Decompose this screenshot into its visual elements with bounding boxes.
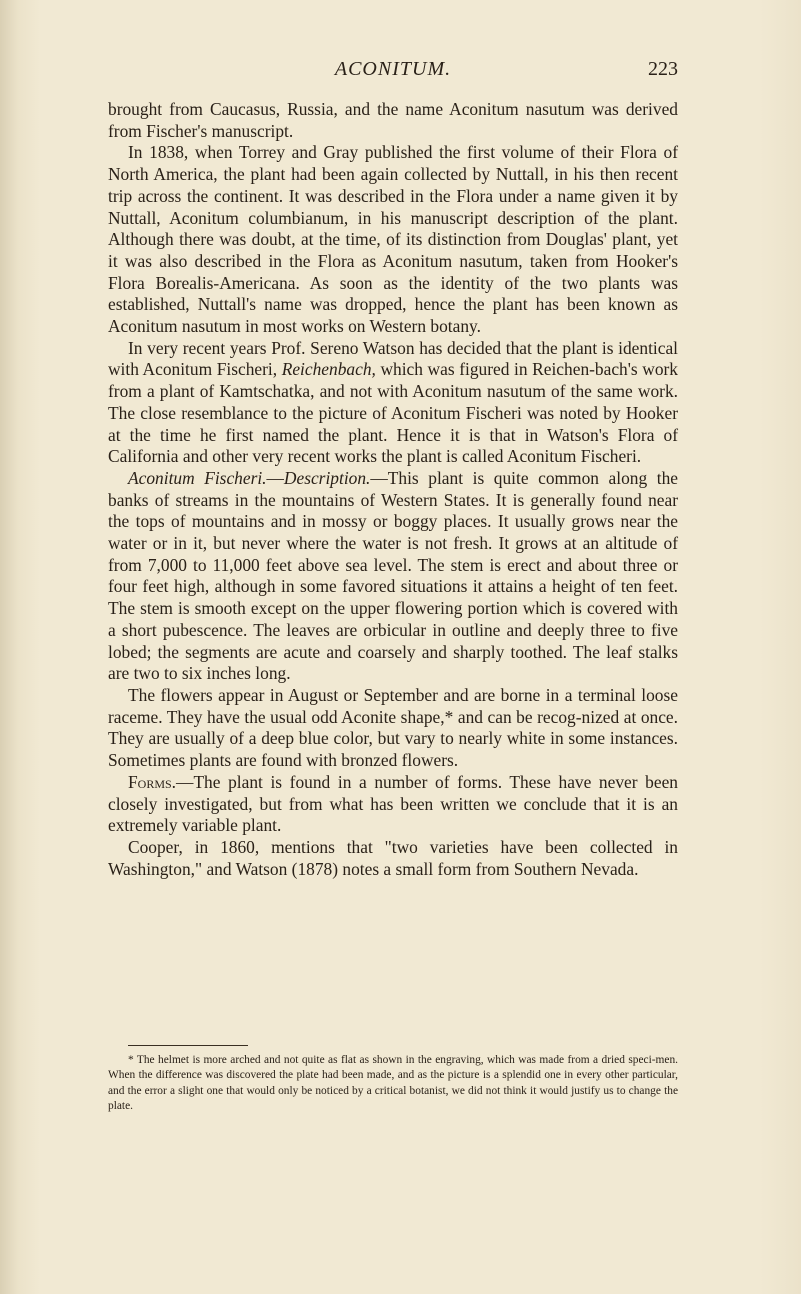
paragraph-1: brought from Caucasus, Russia, and the name Aconitum nasutum was derived from Fischer's manuscript.	[108, 99, 678, 141]
paragraph-2: In 1838, when Torrey and Gray published the first volume of their Flora of North America, the plant had been again collected by Nuttall, in his then recent trip across the continent. It was described in the Flora under a name given it by Nuttall, Aconitum columbianum, in his manuscript description of the plant. Although there was doubt, at the time, of its distinction from Douglas' plant, yet it was also described in the Flora as Aconitum nasutum, taken from Hooker's Flora Borealis-Americana. As soon as the identity of the two plants was established, Nuttall's name was dropped, hence the plant has been known as Aconitum nasutum in most works on Western botany.	[108, 142, 678, 337]
section-label-description: Description.	[283, 467, 371, 488]
em-dash: —	[266, 467, 284, 488]
forms-text: —The plant is found in a number of forms. These have never been closely investigated, but from what has been written we conclude that it is an extremely variable plant.	[108, 771, 678, 836]
page-header	[108, 58, 678, 88]
paragraph-forms	[108, 772, 678, 837]
paragraph-description	[108, 468, 678, 685]
page-number: 223	[648, 58, 678, 80]
running-title: ACONITUM.	[334, 58, 452, 80]
em-dash: —	[370, 467, 388, 488]
footnote-divider	[128, 1045, 248, 1046]
paragraph-varieties: Cooper, in 1860, mentions that "two varieties have been collected in Washington," and Watson (1878) notes a small form from Southern Nevada.	[108, 836, 678, 879]
species-name: Aconitum Fischeri.	[128, 467, 267, 488]
footnote: * The helmet is more arched and not quite as flat as shown in the engraving, which was made from a dried speci-men. When the difference was discovered the plate had been made, and as the picture is a splendid one in every other particular, and the error a slight one that would only be noticed by a critical botanist, we did not think it would justify us to change the plate.	[108, 1054, 678, 1112]
paragraph-3-text-a: In very recent years Prof. Sereno Watson has decided that the plant is identical with Aconitum Fischeri,	[108, 337, 678, 380]
section-label-forms: Forms.	[128, 771, 177, 792]
paragraph-3-text-b: which was figured in Reichen-bach's work from a plant of Kamtschatka, and not with Aconitum nasutum of the same work. The close resemblance to the picture of Aconitum Fischeri was noted by Hooker at the time he first named the plant. Hence it is that in Watson's Flora of California and other very recent works the plant is called Aconitum Fischeri.	[108, 359, 678, 467]
author-citation: Reichenbach,	[281, 359, 376, 380]
body-text	[108, 99, 678, 880]
paragraph-3	[108, 338, 678, 468]
paragraph-flowers: The flowers appear in August or September and are borne in a terminal loose raceme. They have the usual odd Aconite shape,* and can be recog-nized at once. They are usually of a deep blue color, but vary to nearly white in some instances. Sometimes plants are found with bronzed flowers.	[108, 684, 678, 771]
description-text: This plant is quite common along the banks of streams in the mountains of Western States. It is generally found near the tops of mountains and in mossy or boggy places. It usually grows near the water or in it, but never where the water is not fresh. It grows at an altitude of from 7,000 to 11,000 feet above sea level. The stem is erect and about three or four feet high, although in some favored situations it attains a height of ten feet. The stem is smooth except on the upper flowering portion which is covered with a short pubescence. The leaves are orbicular in outline and deeply three to five lobed; the segments are acute and coarsely and sharply toothed. The leaf stalks are two to six inches long.	[108, 467, 678, 684]
